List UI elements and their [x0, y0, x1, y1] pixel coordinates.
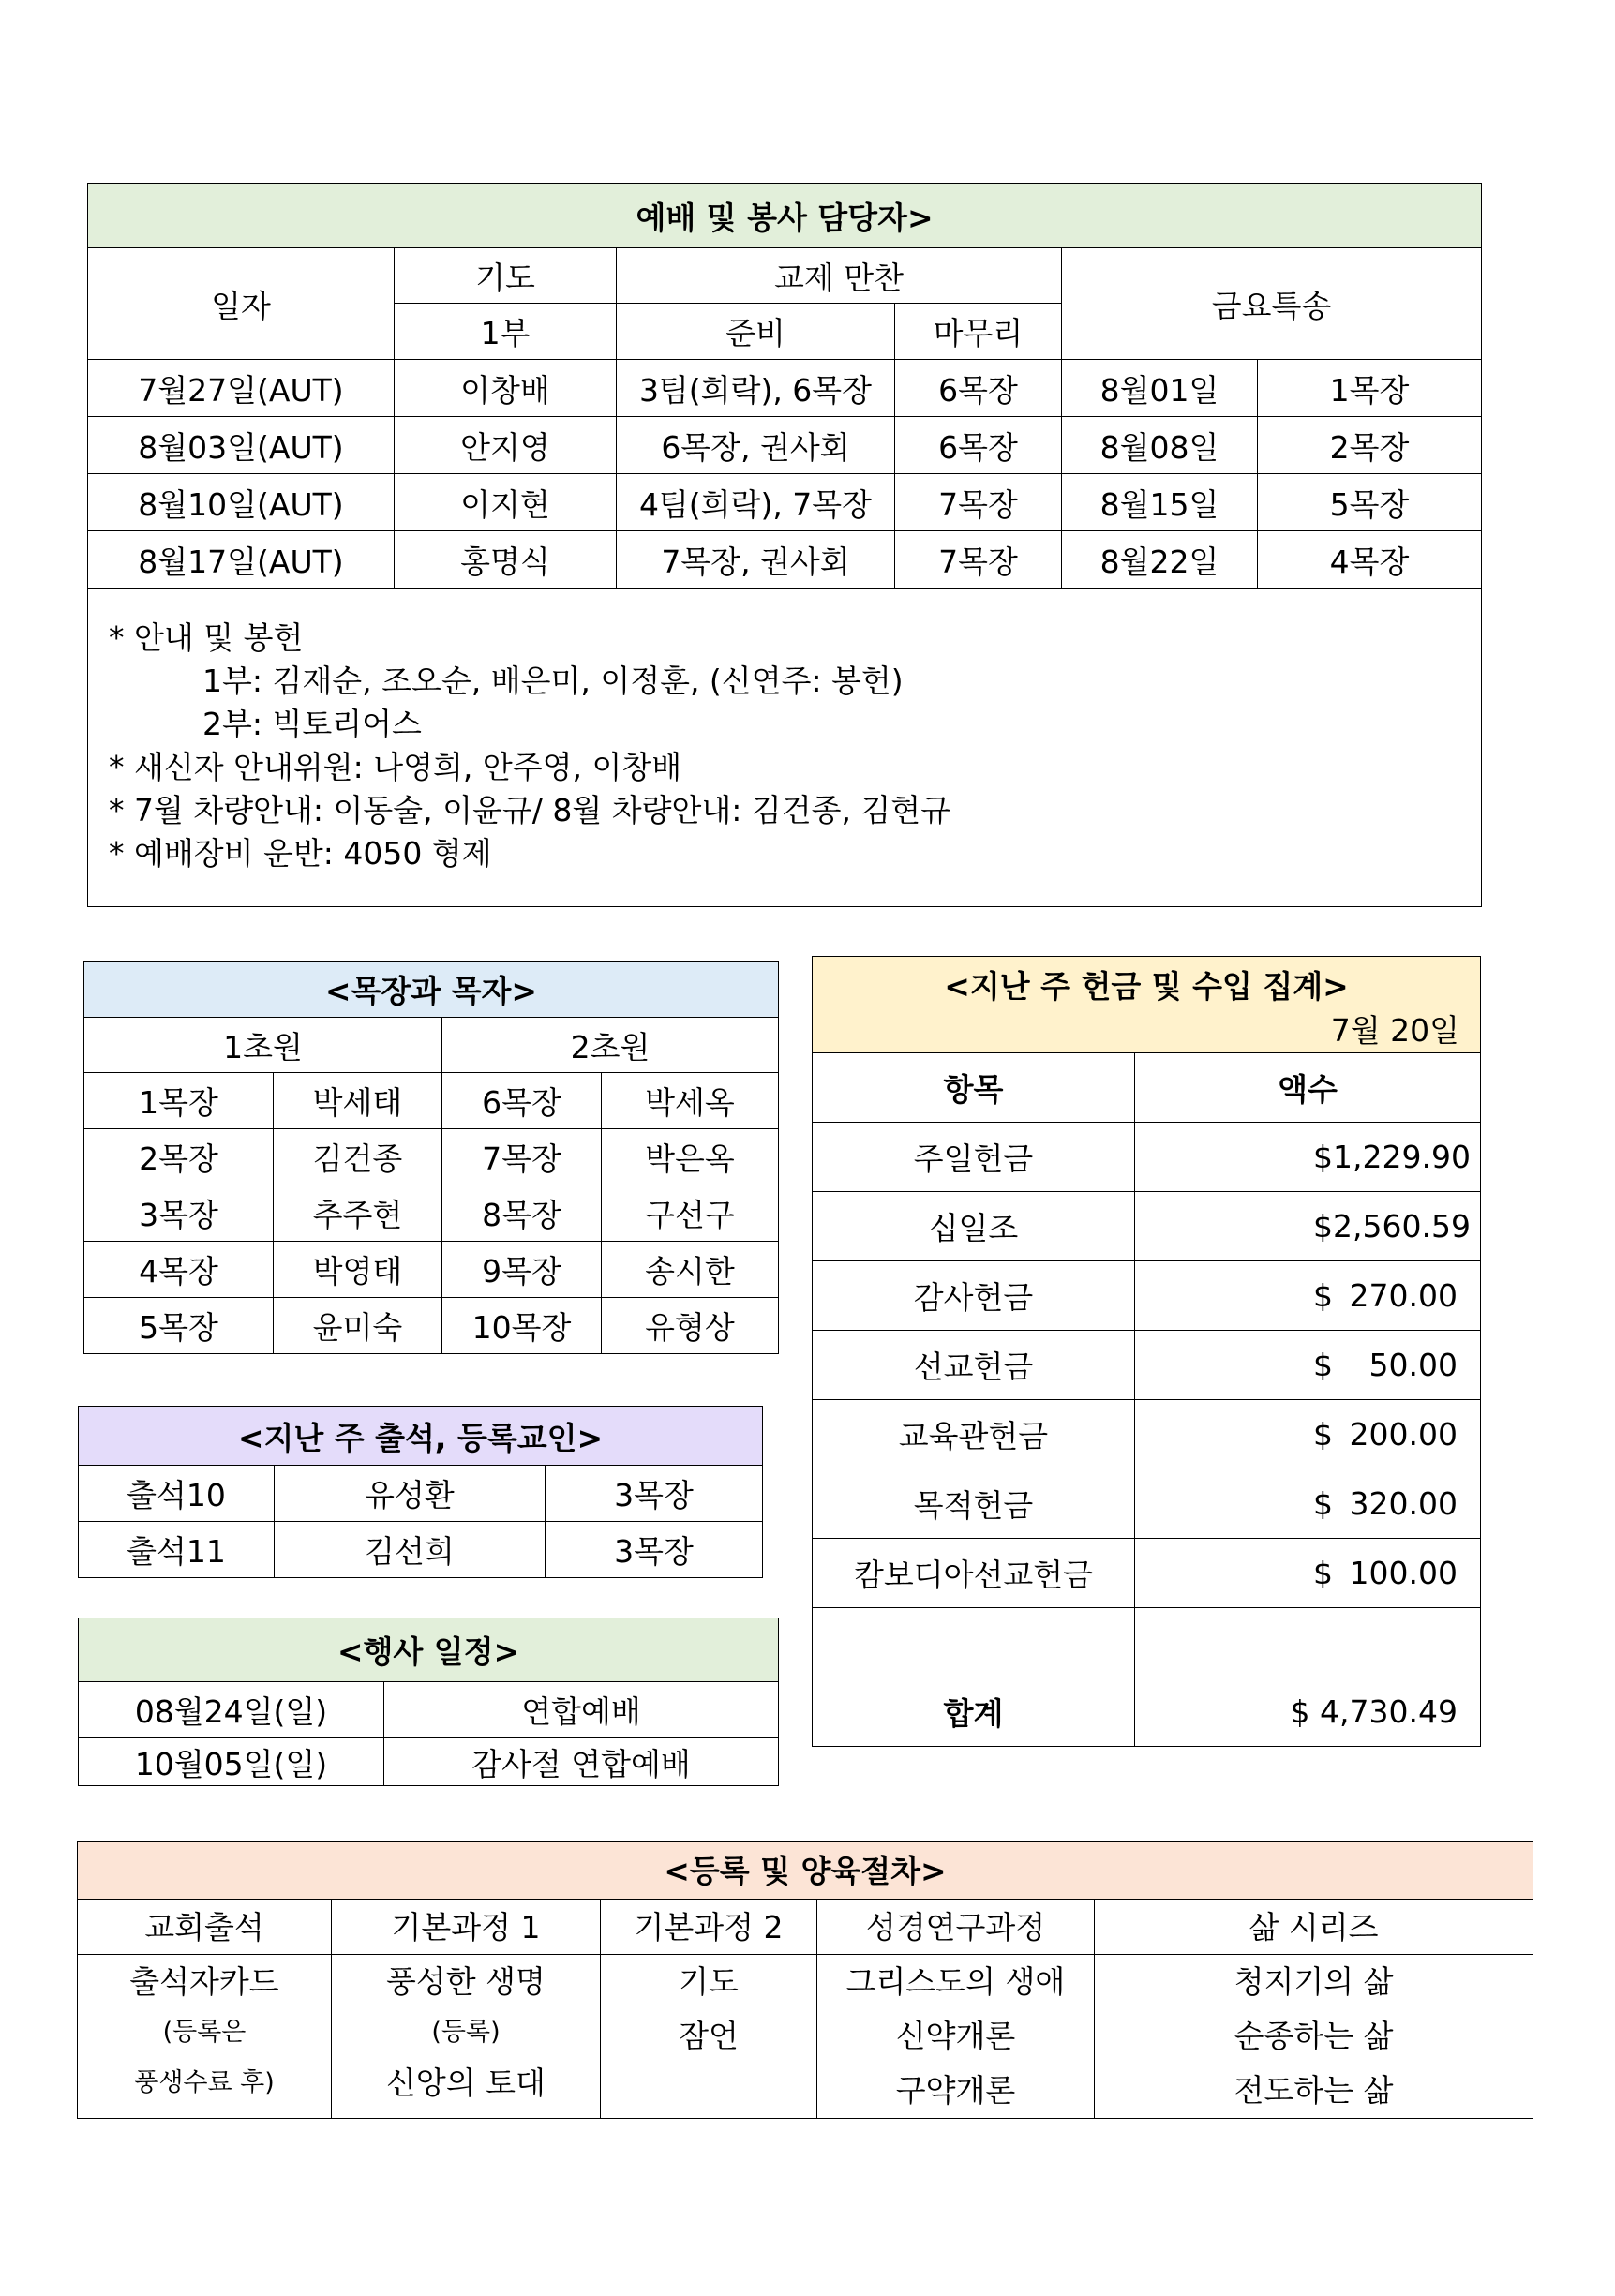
event-name: 감사절 연합예배	[384, 1738, 779, 1786]
date-cell: 7월27일(AUT)	[88, 360, 395, 417]
leader-cell: 추주현	[274, 1185, 442, 1242]
step-header: 성경연구과정	[817, 1900, 1095, 1955]
note-line: 1부: 김재순, 조오순, 배은미, 이정훈, (신연주: 봉헌)	[202, 663, 904, 699]
date-cell: 8월17일(AUT)	[88, 531, 395, 589]
group-cell: 3목장	[546, 1466, 763, 1522]
step-life-series	[1095, 1955, 1533, 2119]
attendance-table	[78, 1406, 763, 1578]
item-cell: 캄보디아선교헌금	[813, 1539, 1135, 1608]
group-cell: 5목장	[84, 1298, 274, 1354]
amount-cell	[1135, 1539, 1481, 1608]
course-item: 풍성한 생명	[386, 1963, 546, 2000]
amount-value: 1,229.90	[1333, 1139, 1471, 1175]
currency-symbol: $	[1313, 1485, 1333, 1522]
offering-table	[812, 956, 1481, 1747]
item-cell: 목적헌금	[813, 1469, 1135, 1539]
leader-cell: 박세태	[274, 1073, 442, 1129]
attendance-cell: 출석10	[79, 1466, 275, 1522]
course-item: 구약개론	[895, 2072, 1016, 2109]
group-label: 2초원	[442, 1018, 779, 1073]
table-row	[84, 1185, 779, 1242]
group-label: 1초원	[84, 1018, 442, 1073]
step-header: 교회출석	[78, 1900, 332, 1955]
date-cell: 8월10일(AUT)	[88, 474, 395, 531]
empty-cell	[1135, 1608, 1481, 1677]
leaders-title: <목장과 목자>	[84, 962, 779, 1018]
amount-cell	[1135, 1261, 1481, 1331]
note-line: * 7월 차량안내: 이동술, 이윤규/ 8월 차량안내: 김건종, 김현규	[109, 792, 951, 828]
item-cell: 주일헌금	[813, 1123, 1135, 1192]
group-cell: 4목장	[84, 1242, 274, 1298]
table-row	[813, 1469, 1481, 1539]
table-row	[88, 360, 1482, 417]
note-line: * 예배장비 운반: 4050 형제	[109, 835, 492, 872]
event-date: 08월24일(일)	[79, 1682, 384, 1738]
course-item: 잠언	[679, 2018, 739, 2054]
col-prayer: 기도	[395, 248, 617, 304]
item-cell: 십일조	[813, 1192, 1135, 1261]
total-amount-cell	[1135, 1677, 1481, 1747]
table-row	[88, 474, 1482, 531]
course-item: 기도	[679, 1963, 739, 2000]
course-item: 신약개론	[895, 2018, 1016, 2054]
table-row	[813, 1261, 1481, 1331]
events-table	[78, 1618, 779, 1786]
worship-table	[87, 183, 1482, 907]
currency-symbol: $	[1313, 1277, 1333, 1314]
col-meal-prep: 준비	[617, 304, 895, 360]
prayer-cell: 이창배	[395, 360, 617, 417]
note-line: * 안내 및 봉헌	[109, 619, 304, 656]
currency-symbol: $	[1313, 1555, 1333, 1591]
empty-row	[813, 1608, 1481, 1677]
course-item: 그리스도의 생애	[845, 1963, 1066, 2000]
table-row	[84, 1073, 779, 1129]
amount-cell	[1135, 1400, 1481, 1469]
finish-cell: 6목장	[895, 360, 1062, 417]
step-header: 기본과정 1	[332, 1900, 601, 1955]
friday-date-cell: 8월08일	[1062, 417, 1258, 474]
table-row	[79, 1738, 779, 1786]
leader-cell: 유형상	[602, 1298, 779, 1354]
attendance-title: <지난 주 출석, 등록교인>	[79, 1407, 763, 1466]
leader-cell: 김건종	[274, 1129, 442, 1185]
table-row	[84, 1129, 779, 1185]
finish-cell: 7목장	[895, 531, 1062, 589]
currency-symbol: $	[1313, 1347, 1333, 1383]
group-cell: 10목장	[442, 1298, 602, 1354]
friday-date-cell: 8월01일	[1062, 360, 1258, 417]
item-cell: 선교헌금	[813, 1331, 1135, 1400]
prep-cell: 7목장, 권사회	[617, 531, 895, 589]
course-item: 청지기의 삶	[1234, 1963, 1394, 2000]
empty-cell	[813, 1608, 1135, 1677]
table-row	[84, 1298, 779, 1354]
course-item: 순종하는 삶	[1234, 2018, 1394, 2054]
note-line: 2부: 빅토리어스	[202, 706, 422, 742]
friday-group-cell: 5목장	[1258, 474, 1482, 531]
registration-title: <등록 및 양육절차>	[78, 1842, 1533, 1900]
step-basic-2	[601, 1955, 817, 2119]
currency-symbol: $	[1313, 1416, 1333, 1453]
col-meal-finish: 마무리	[895, 304, 1062, 360]
group-cell: 7목장	[442, 1129, 602, 1185]
course-note: (등록은	[162, 2018, 247, 2047]
events-title: <행사 일정>	[79, 1618, 779, 1682]
table-row	[84, 1242, 779, 1298]
col-item: 항목	[813, 1053, 1135, 1123]
note-line: * 새신자 안내위원: 나영희, 안주영, 이창배	[109, 749, 682, 785]
col-amount: 액수	[1135, 1053, 1481, 1123]
table-row	[79, 1522, 763, 1578]
currency-symbol: $	[1290, 1693, 1310, 1730]
table-row	[79, 1466, 763, 1522]
course-note: (등록)	[431, 2018, 501, 2047]
group-cell: 8목장	[442, 1185, 602, 1242]
item-cell: 교육관헌금	[813, 1400, 1135, 1469]
amount-cell	[1135, 1469, 1481, 1539]
prep-cell: 3팀(희락), 6목장	[617, 360, 895, 417]
date-cell: 8월03일(AUT)	[88, 417, 395, 474]
table-row	[88, 417, 1482, 474]
group-cell: 3목장	[84, 1185, 274, 1242]
amount-value: 320.00	[1349, 1485, 1458, 1522]
step-header: 기본과정 2	[601, 1900, 817, 1955]
event-date: 10월05일(일)	[79, 1738, 384, 1786]
course-item: 전도하는 삶	[1234, 2072, 1394, 2109]
friday-date-cell: 8월15일	[1062, 474, 1258, 531]
step-header: 삶 시리즈	[1095, 1900, 1533, 1955]
amount-value: 100.00	[1349, 1555, 1458, 1591]
friday-group-cell: 4목장	[1258, 531, 1482, 589]
currency-symbol: $	[1313, 1208, 1333, 1245]
table-row	[813, 1400, 1481, 1469]
amount-cell	[1135, 1123, 1481, 1192]
table-row	[813, 1539, 1481, 1608]
amount-cell	[1135, 1192, 1481, 1261]
col-friday: 금요특송	[1062, 248, 1482, 360]
leaders-table	[83, 961, 779, 1354]
course-item: 출석자카드	[129, 1963, 279, 2000]
leader-cell: 송시한	[602, 1242, 779, 1298]
total-row	[813, 1677, 1481, 1747]
member-cell: 김선희	[275, 1522, 546, 1578]
table-row	[79, 1682, 779, 1738]
prep-cell: 4팀(희락), 7목장	[617, 474, 895, 531]
total-label: 합계	[813, 1677, 1135, 1747]
group-cell: 3목장	[546, 1522, 763, 1578]
member-cell: 유성환	[275, 1466, 546, 1522]
group-cell: 9목장	[442, 1242, 602, 1298]
event-name: 연합예배	[384, 1682, 779, 1738]
prayer-cell: 이지현	[395, 474, 617, 531]
step-basic-1	[332, 1955, 601, 2119]
table-row	[813, 1123, 1481, 1192]
friday-group-cell: 1목장	[1258, 360, 1482, 417]
course-item: 신앙의 토대	[386, 2065, 546, 2101]
table-row	[813, 1331, 1481, 1400]
amount-value: 270.00	[1349, 1277, 1458, 1314]
leader-cell: 박영태	[274, 1242, 442, 1298]
table-row	[813, 1192, 1481, 1261]
total-amount: 4,730.49	[1320, 1693, 1458, 1730]
worship-title: 예배 및 봉사 담당자>	[88, 184, 1482, 248]
friday-date-cell: 8월22일	[1062, 531, 1258, 589]
attendance-cell: 출석11	[79, 1522, 275, 1578]
notes-section	[88, 589, 1482, 907]
currency-symbol: $	[1313, 1139, 1333, 1175]
amount-value: 2,560.59	[1333, 1208, 1471, 1245]
table-row	[88, 531, 1482, 589]
leader-cell: 윤미숙	[274, 1298, 442, 1354]
offering-header	[813, 957, 1481, 1053]
leader-cell: 박세옥	[602, 1073, 779, 1129]
leader-cell: 구선구	[602, 1185, 779, 1242]
offering-title: <지난 주 헌금 및 수입 집계>	[944, 968, 1349, 1005]
finish-cell: 7목장	[895, 474, 1062, 531]
finish-cell: 6목장	[895, 417, 1062, 474]
friday-group-cell: 2목장	[1258, 417, 1482, 474]
group-cell: 6목장	[442, 1073, 602, 1129]
leader-cell: 박은옥	[602, 1129, 779, 1185]
amount-value: 200.00	[1349, 1416, 1458, 1453]
course-note: 풍생수료 후)	[134, 2068, 275, 2097]
group-cell: 1목장	[84, 1073, 274, 1129]
offering-date: 7월 20일	[1330, 1012, 1459, 1049]
step-bible-study	[817, 1955, 1095, 2119]
col-date: 일자	[88, 248, 395, 360]
amount-cell	[1135, 1331, 1481, 1400]
col-meal: 교제 만찬	[617, 248, 1062, 304]
prayer-cell: 안지영	[395, 417, 617, 474]
group-cell: 2목장	[84, 1129, 274, 1185]
registration-table	[77, 1841, 1533, 2119]
col-prayer-sub: 1부	[395, 304, 617, 360]
amount-value: 50.00	[1368, 1347, 1458, 1383]
item-cell: 감사헌금	[813, 1261, 1135, 1331]
prep-cell: 6목장, 권사회	[617, 417, 895, 474]
step-attendance	[78, 1955, 332, 2119]
prayer-cell: 홍명식	[395, 531, 617, 589]
